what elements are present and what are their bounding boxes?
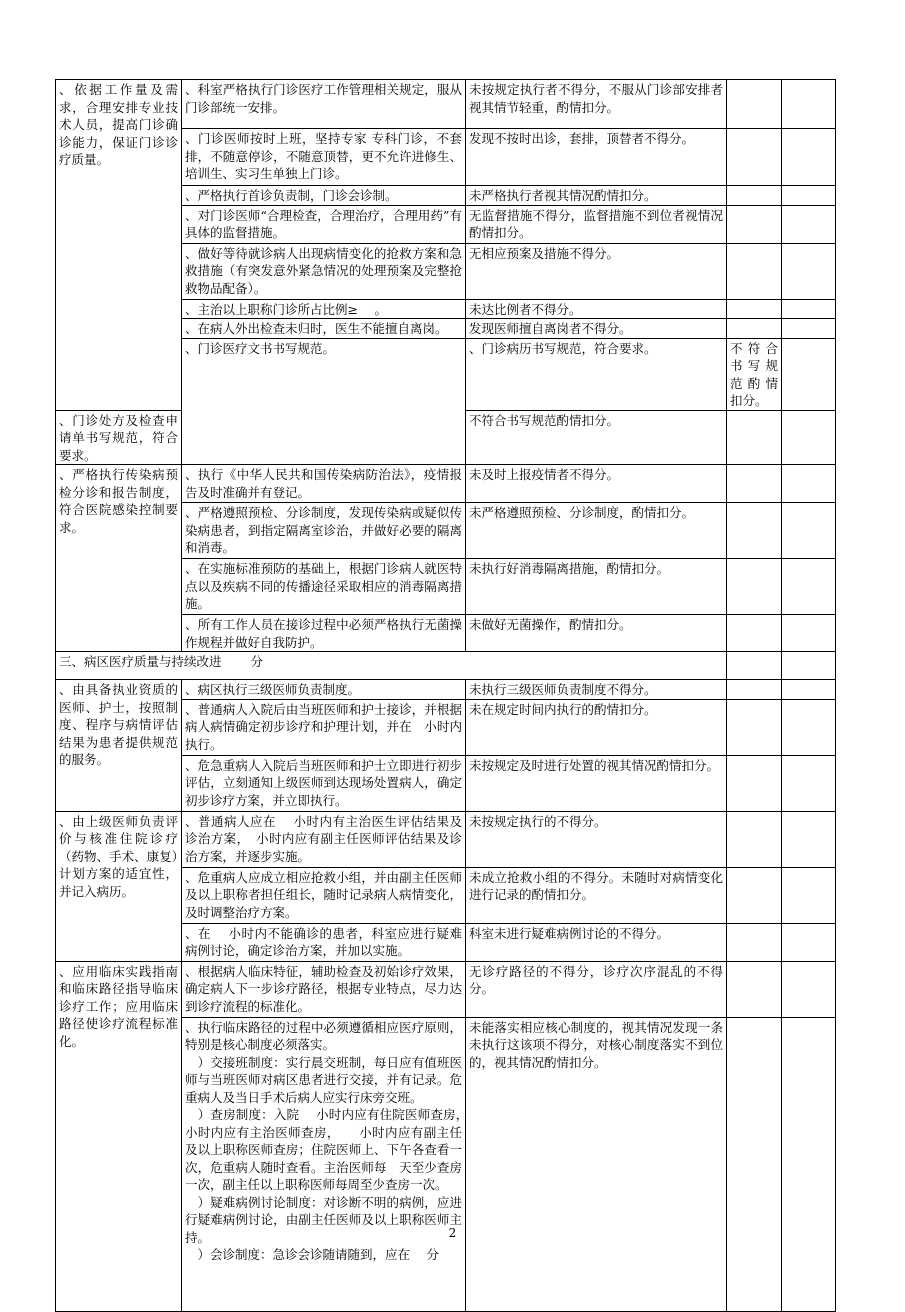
requirement-cell: 、所有工作人员在接诊过程中必须严格执行无菌操作规程并做好自我防护。 <box>182 615 466 652</box>
requirement-cell: 、门诊病历书写规范，符合要求。 <box>466 338 727 410</box>
remark-cell <box>782 465 836 503</box>
evaluation-cell: 未执行三级医师负责制度不得分。 <box>466 680 727 700</box>
score-cell <box>782 338 836 410</box>
table-row <box>56 680 836 700</box>
requirement-cell: 、做好等待就诊病人出现病情变化的抢救方案和急救措施（有突发意外紧急情况的处理预案及完整抢救物品配备）。 <box>182 243 466 299</box>
score-cell <box>727 559 782 615</box>
requirement-cell: 、对门诊医师“合理检查，合理治疗，合理用药”有具体的监督措施。 <box>182 205 466 243</box>
requirement-cell: 、危急重病人入院后当班医师和护士立即进行初步评估，立刻通知上级医师到达现场处置病人，确定初步诊疗方案，并立即执行。 <box>182 755 466 811</box>
requirement-cell: 、门诊处方及检查申请单书写规范，符合要求。 <box>56 410 182 465</box>
remark-cell <box>782 867 836 923</box>
remark-cell <box>782 755 836 811</box>
evaluation-cell: 未在规定时间内执行的酌情扣分。 <box>466 699 727 755</box>
evaluation-cell: 未按规定执行者不得分，不服从门诊部安排者视其情节轻重，酌情扣分。 <box>466 80 727 129</box>
remark-cell <box>782 699 836 755</box>
score-cell <box>727 465 782 503</box>
remark-cell <box>782 680 836 700</box>
requirement-cell: 、危重病人应成立相应抢救小组，并由副主任医师及以上职称者担任组长，随时记录病人病情变化，及时调整治疗方案。 <box>182 867 466 923</box>
score-cell <box>727 961 782 1017</box>
requirement-cell: 、门诊医师按时上班，坚持专家 专科门诊，不套排，不随意停诊，不随意顶替，更不允许进修生、培训生、实习生单独上门诊。 <box>182 129 466 186</box>
evaluation-cell: 不符合书写规范酌情扣分。 <box>727 338 782 410</box>
requirement-cell: 、执行临床路径的过程中必须遵循相应医疗原则，特别是核心制度必须落实。 ）交接班制度：实行晨交班制，每日应有值班医师与当班医师对病区患者进行交接，并有记录。危重病人及当日手术后病人应实行床旁交班。 ）查房制度：入院 小时内应有住院医师查房， 小时内应有主治医师查房， 小时内应有副主任及以上职称医师查房；住院医师上、下午各查看一次，危重病人随时查看。主治医师每 天至少查房一次，副主任以上职称医师每周至少查房一次。 ）疑难病例讨论制度：对诊断不明的病例，应进行疑难病例讨论，由副主任医师及以上职称医师主持。 ）会诊制度：急诊会诊随请随到，应在 分 <box>182 1017 466 1311</box>
remark-cell <box>782 319 836 339</box>
remark-cell <box>782 559 836 615</box>
remark-cell <box>782 205 836 243</box>
table-row <box>56 80 836 129</box>
remark-cell <box>782 186 836 206</box>
remark-cell <box>782 1017 836 1311</box>
remark-cell <box>782 615 836 652</box>
remark-cell <box>782 961 836 1017</box>
category-cell: 、严格执行传染病预检分诊和报告制度，符合医院感染控制要求。 <box>56 465 182 652</box>
requirement-cell: 、普通病人应在 小时内有主治医生评估结果及诊治方案， 小时内应有副主任医师评估结果及诊治方案，并逐步实施。 <box>182 811 466 867</box>
page-number: 2 <box>448 1226 457 1240</box>
remark-cell <box>782 811 836 867</box>
quality-assessment-table <box>55 79 836 1312</box>
score-cell <box>727 1017 782 1311</box>
remark-cell <box>782 299 836 319</box>
requirement-cell: 、科室严格执行门诊医疗工作管理相关规定，服从门诊部统一安排。 <box>182 80 466 129</box>
remark-cell <box>782 923 836 961</box>
evaluation-cell: 未能落实相应核心制度的，视其情况发现一条未执行这该项不得分，对核心制度落实不到位的，视其情况酌情扣分。 <box>466 1017 727 1311</box>
evaluation-cell: 无监督措施不得分，监督措施不到位者视情况酌情扣分。 <box>466 205 727 243</box>
remark-cell <box>782 80 836 129</box>
evaluation-cell: 未及时上报疫情者不得分。 <box>466 465 727 503</box>
requirement-cell: 、执行《中华人民共和国传染病防治法》，疫情报告及时准确并有登记。 <box>182 465 466 503</box>
score-cell <box>727 652 782 680</box>
evaluation-cell: 未执行好消毒隔离措施，酌情扣分。 <box>466 559 727 615</box>
category-cell: 、由具备执业资质的医师、护士，按照制度、程序与病情评估结果为患者提供规范的服务。 <box>56 680 182 812</box>
section-title: 三、病区医疗质量与持续改进 分 <box>56 652 727 680</box>
remark-cell <box>782 129 836 186</box>
category-cell: 、由上级医师负责评价与核准住院诊疗（药物、手术、康复）计划方案的适宜性，并记入病历。 <box>56 811 182 961</box>
evaluation-cell: 未成立抢救小组的不得分。未随时对病情变化进行记录的酌情扣分。 <box>466 867 727 923</box>
score-cell <box>727 615 782 652</box>
score-cell <box>727 80 782 129</box>
remark-cell <box>782 410 836 465</box>
evaluation-cell: 未按规定及时进行处置的视其情况酌情扣分。 <box>466 755 727 811</box>
score-cell <box>727 755 782 811</box>
requirement-cell: 、在 小时内不能确诊的患者，科室应进行疑难病例讨论，确定诊治方案，并加以实施。 <box>182 923 466 961</box>
table-row <box>56 465 836 503</box>
score-cell <box>727 410 782 465</box>
category-cell: 、门诊医疗文书书写规范。 <box>182 338 466 465</box>
remark-cell <box>782 243 836 299</box>
score-cell <box>727 867 782 923</box>
requirement-cell: 、在实施标准预防的基础上，根据门诊病人就医特点以及疾病不同的传播途径采取相应的消毒隔离措施。 <box>182 559 466 615</box>
score-cell <box>727 811 782 867</box>
evaluation-cell: 未做好无菌操作，酌情扣分。 <box>466 615 727 652</box>
requirement-cell: 、普通病人入院后由当班医师和护士接诊，并根据病人病情确定初步诊疗和护理计划，并在 小时内执行。 <box>182 699 466 755</box>
evaluation-cell: 无诊疗路径的不得分，诊疗次序混乱的不得分。 <box>466 961 727 1017</box>
section-header-row <box>56 652 836 680</box>
table-row <box>56 811 836 867</box>
score-cell <box>727 503 782 559</box>
requirement-cell: 、根据病人临床特征，辅助检查及初始诊疗效果，确定病人下一步诊疗路径，根据专业特点，尽力达到诊疗流程的标准化。 <box>182 961 466 1017</box>
score-cell <box>727 923 782 961</box>
requirement-cell: 、严格执行首诊负责制，门诊会诊制。 <box>182 186 466 206</box>
remark-cell <box>782 503 836 559</box>
requirement-cell: 、在病人外出检查未归时，医生不能擅自离岗。 <box>182 319 466 339</box>
score-cell <box>727 243 782 299</box>
score-cell <box>727 319 782 339</box>
evaluation-cell: 未按规定执行的不得分。 <box>466 811 727 867</box>
remark-cell <box>782 652 836 680</box>
score-cell <box>727 129 782 186</box>
table-row <box>56 961 836 1017</box>
evaluation-cell: 发现医师擅自离岗者不得分。 <box>466 319 727 339</box>
evaluation-cell: 不符合书写规范酌情扣分。 <box>466 410 727 465</box>
category-cell: 、应用临床实践指南和临床路径指导临床诊疗工作；应用临床路径使诊疗流程标准化。 <box>56 961 182 1311</box>
evaluation-cell: 发现不按时出诊，套排，顶替者不得分。 <box>466 129 727 186</box>
requirement-cell: 、病区执行三级医师负责制度。 <box>182 680 466 700</box>
score-cell <box>727 680 782 700</box>
evaluation-cell: 无相应预案及措施不得分。 <box>466 243 727 299</box>
evaluation-cell: 科室未进行疑难病例讨论的不得分。 <box>466 923 727 961</box>
evaluation-cell: 未达比例者不得分。 <box>466 299 727 319</box>
score-cell <box>727 299 782 319</box>
category-cell: 、依据工作量及需求，合理安排专业技术人员，提高门诊确诊能力，保证门诊诊疗质量。 <box>56 80 182 411</box>
score-cell <box>727 699 782 755</box>
score-cell <box>727 205 782 243</box>
evaluation-cell: 未严格遵照预检、分诊制度，酌情扣分。 <box>466 503 727 559</box>
evaluation-cell: 未严格执行者视其情况酌情扣分。 <box>466 186 727 206</box>
requirement-cell: 、严格遵照预检、分诊制度，发现传染病或疑似传染病患者，到指定隔离室诊治，并做好必要的隔离和消毒。 <box>182 503 466 559</box>
score-cell <box>727 186 782 206</box>
requirement-cell: 、主治以上职称门诊所占比例≥ 。 <box>182 299 466 319</box>
